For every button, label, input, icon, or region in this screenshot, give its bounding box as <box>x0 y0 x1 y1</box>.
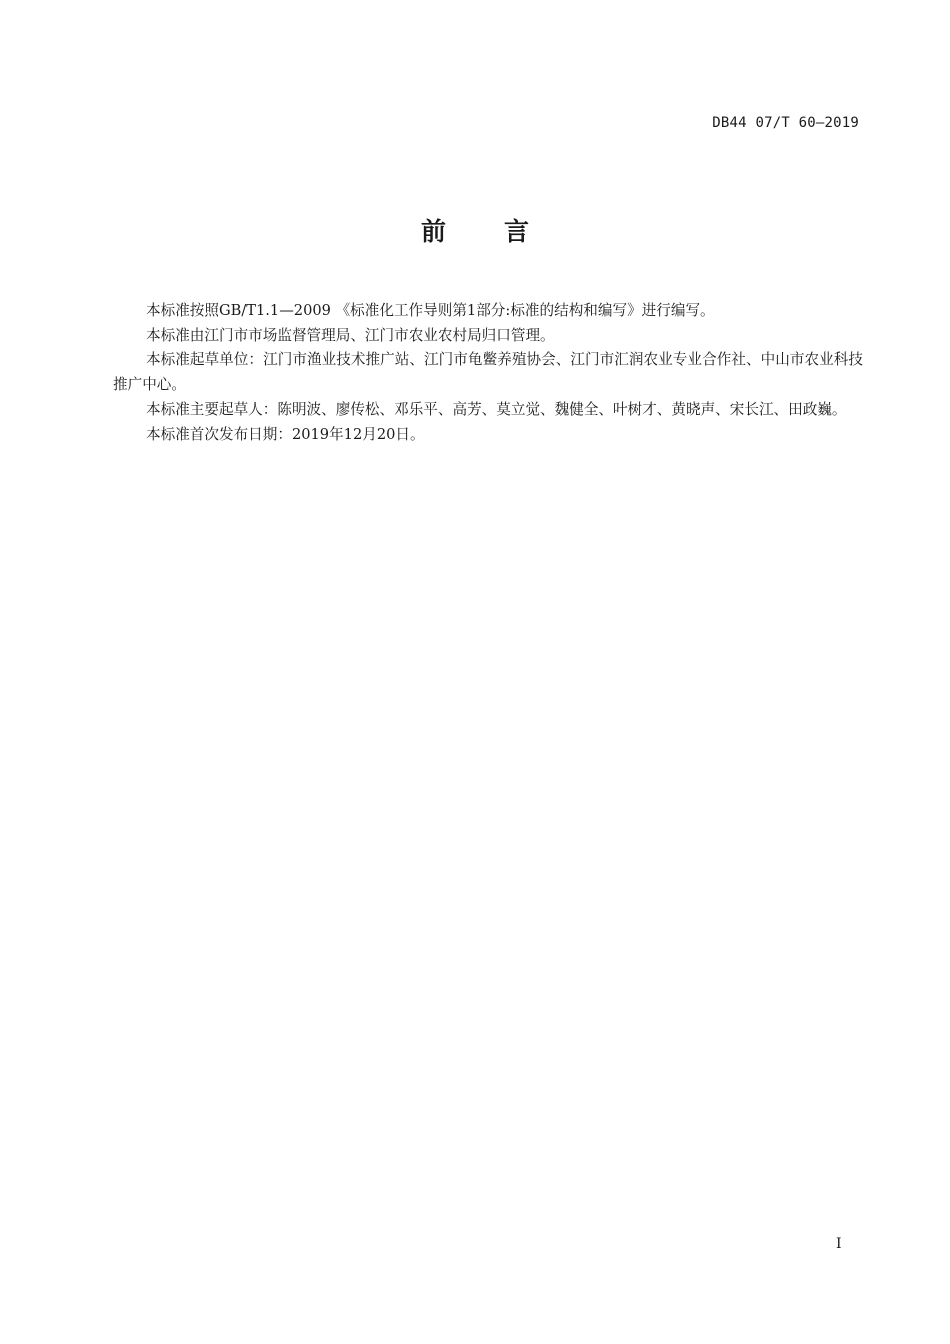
page-number: I <box>836 1236 842 1252</box>
title-char-2: 言 <box>504 217 530 246</box>
paragraph-release-date: 本标准首次发布日期：2019年12月20日。 <box>146 425 425 443</box>
standard-code: DB44 07/T 60—2019 <box>712 115 859 131</box>
paragraph-drafting-units: 本标准起草单位：江门市渔业技术推广站、江门市龟鳖养殖协会、江门市汇润农业专业合作社、中山市农业科技推广中心。 <box>113 351 863 394</box>
paragraph-management: 本标准由江门市市场监督管理局、江门市农业农村局归口管理。 <box>146 326 555 344</box>
page-title <box>0 212 950 248</box>
foreword-body <box>113 299 863 447</box>
paragraph-drafting-rules: 本标准按照GB/T1.1—2009 《标准化工作导则第1部分:标准的结构和编写》进行编写。 <box>146 302 715 319</box>
paragraph-drafters: 本标准主要起草人：陈明波、廖传松、邓乐平、高芳、莫立觉、魏健全、叶树才、黄晓声、宋长江、田政巍。 <box>146 400 847 418</box>
title-char-1: 前 <box>420 217 446 246</box>
